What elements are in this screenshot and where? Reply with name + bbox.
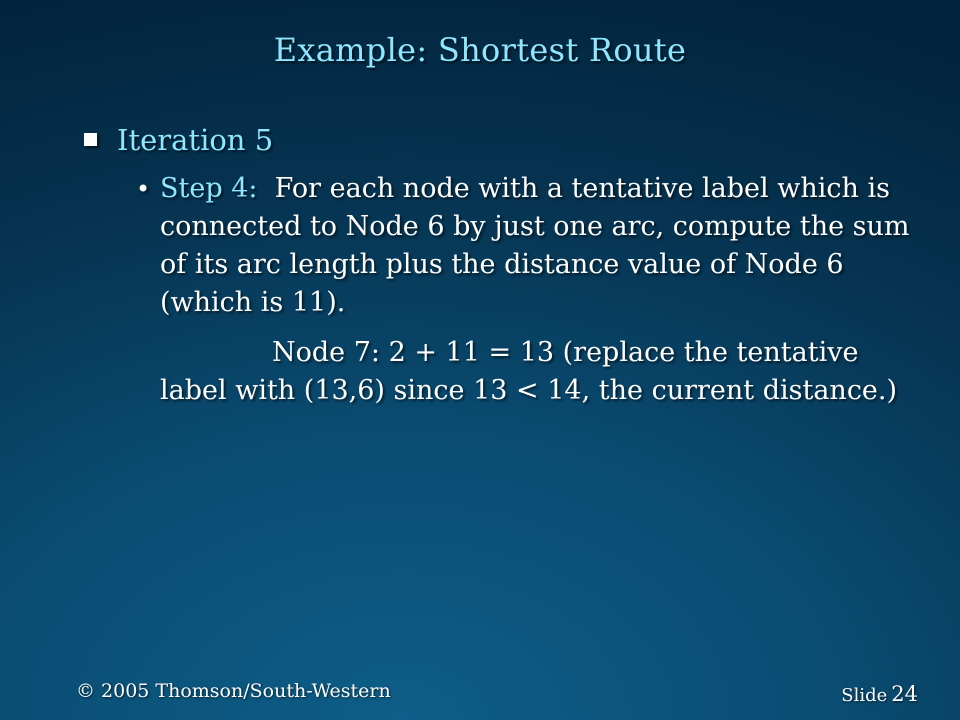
slide-number: 24 — [891, 682, 918, 706]
footer-slide-number — [841, 682, 918, 706]
square-bullet-icon — [84, 133, 97, 146]
slide-label: Slide — [841, 685, 888, 706]
iteration-text: Iteration 5 — [117, 123, 274, 157]
step-text: For each node with a tentative label which is connected to Node 6 by just one arc, compute the sum of its arc length plus the distance value of Node 6 (which is 11). — [160, 173, 910, 318]
bullet-iteration — [84, 120, 273, 160]
step-paragraph — [160, 170, 916, 322]
bullet-step — [136, 170, 916, 410]
node-paragraph: Node 7: 2 + 11 = 13 (replace the tentative label with (13,6) since 13 < 14, the current distance.) — [160, 337, 898, 406]
slide-title: Example: Shortest Route — [273, 31, 687, 69]
round-bullet-icon: • — [136, 175, 151, 203]
footer-copyright: © 2005 Thomson/South-Western — [76, 680, 391, 702]
step-label: Step 4: — [160, 173, 258, 204]
